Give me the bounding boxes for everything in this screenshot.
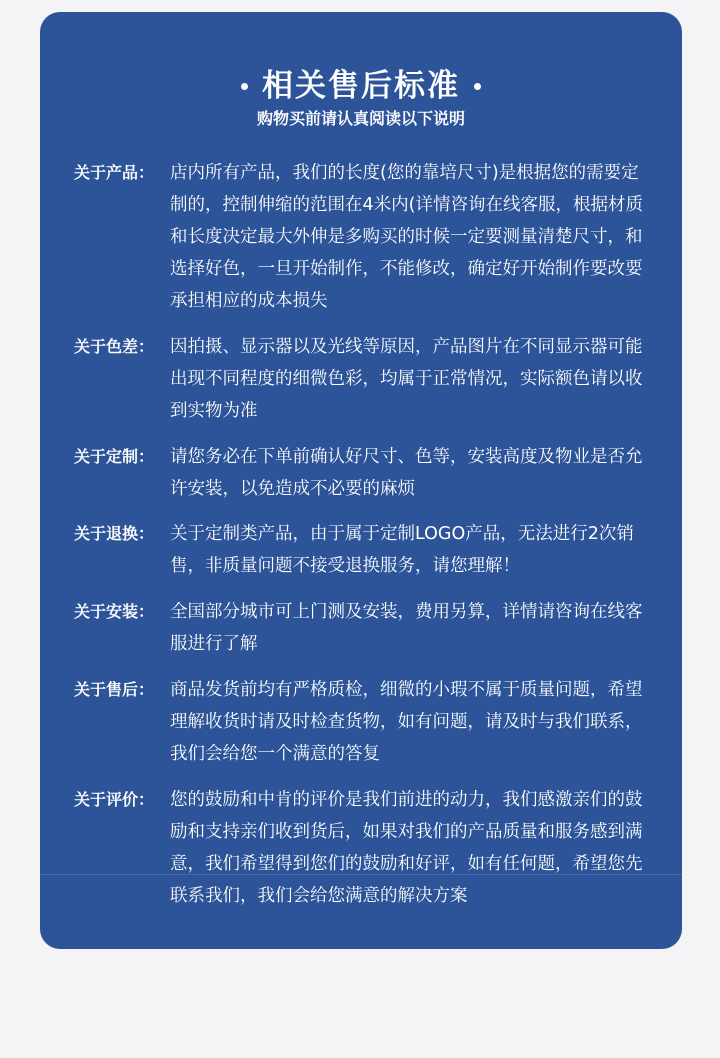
policy-item-review (74, 784, 650, 912)
bullet-dot-left (241, 83, 248, 90)
policy-item-install (74, 596, 650, 660)
page-subtitle: 购物买前请认真阅读以下说明 (256, 109, 465, 128)
bullet-dot-right (474, 83, 481, 90)
policy-item-color (74, 331, 650, 427)
policy-label: 关于安装： (74, 602, 155, 621)
policy-text: 您的鼓励和中肯的评价是我们前进的动力，我们感激亲们的鼓励和支持亲们收到货后，如果对我们的产品质量和服务感到满意，我们希望得到您们的鼓励和好评，如有任何题，希望您先联系我们，我们会给您满意的解决方案 (170, 790, 643, 906)
policy-label: 关于售后： (74, 680, 155, 699)
policy-list (74, 157, 650, 912)
policy-label: 关于色差： (74, 337, 155, 356)
policy-item-aftersales (74, 674, 650, 770)
policy-text: 因拍摄、显示器以及光线等原因，产品图片在不同显示器可能出现不同程度的细微色彩，均属于正常情况，实际额色请以收到实物为准 (170, 337, 643, 421)
policy-text: 店内所有产品，我们的长度(您的靠培尺寸)是根据您的需要定制的，控制伸缩的范围在4米内(详情咨询在线客服，根据材质和长度决定最大外伸是多购买的时候一定要测量清楚尺寸，和选择好色，一旦开始制作，不能修改，确定好开始制作要改要承担相应的成本损失 (170, 163, 643, 311)
policy-item-product (74, 157, 650, 317)
policy-item-custom (74, 441, 650, 505)
policy-label: 关于评价： (74, 790, 155, 809)
policy-text: 关于定制类产品，由于属于定制LOGO产品，无法进行2次销售，非质量问题不接受退换服务，请您理解！ (170, 524, 634, 576)
policy-label: 关于退换： (74, 524, 155, 543)
page-title: 相关售后标准 (262, 68, 460, 104)
policy-label: 关于定制： (74, 447, 155, 466)
policy-text: 全国部分城市可上门测及安装，费用另算，详情请咨询在线客服进行了解 (170, 602, 643, 654)
policy-text: 请您务必在下单前确认好尺寸、色等，安装高度及物业是否允许安装，以免造成不必要的麻烦 (170, 447, 643, 499)
policy-item-return (74, 518, 650, 582)
policy-label: 关于产品： (74, 163, 155, 182)
after-sales-card (40, 12, 682, 949)
policy-text: 商品发货前均有严格质检，细微的小瑕不属于质量问题，希望理解收货时请及时检查货物，如有问题，请及时与我们联系，我们会给您一个满意的答复 (170, 680, 643, 764)
